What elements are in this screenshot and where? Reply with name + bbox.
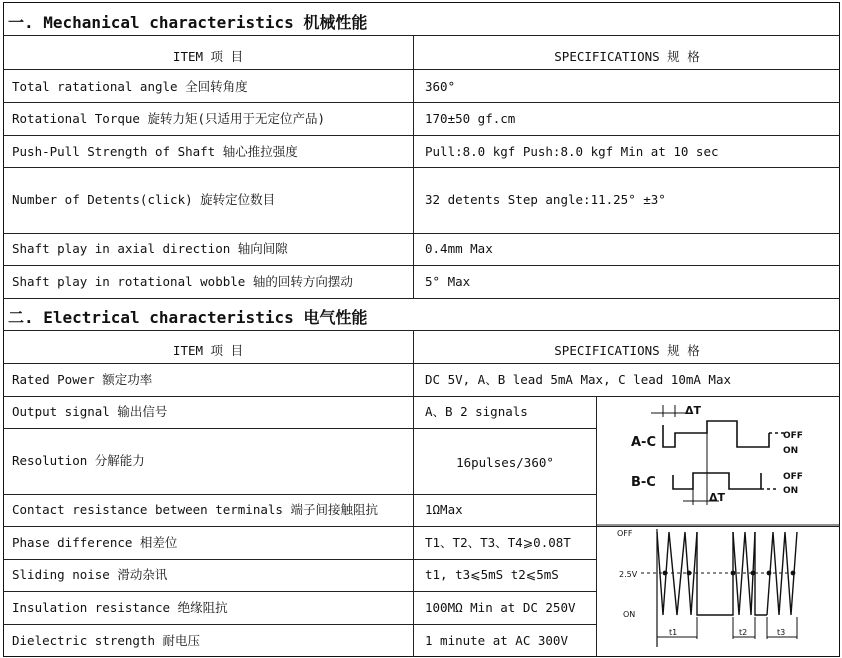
column-divider — [413, 330, 414, 657]
divider — [3, 494, 596, 495]
elec-row-item: Output signal 输出信号 — [12, 404, 168, 419]
elec-row-spec: t1, t3⩽5mS t2⩽5mS — [425, 567, 559, 582]
mech-row-item: Number of Detents(click) 旋转定位数目 — [12, 192, 276, 207]
mech-row-spec: 32 detents Step angle:11.25° ±3° — [425, 192, 666, 207]
crossing-point — [731, 571, 736, 576]
ac-label: A-C — [631, 435, 656, 450]
elec-row-spec: 1 minute at AC 300V — [425, 633, 568, 648]
elec-header-item: ITEM 项 目 — [172, 343, 244, 358]
mech-row-spec: Pull:8.0 kgf Push:8.0 kgf Min at 10 sec — [425, 144, 719, 159]
divider — [3, 559, 596, 560]
sliding-noise-diagram — [617, 529, 797, 647]
t3-label: t3 — [777, 628, 786, 637]
mech-row-item: Shaft play in axial direction 轴向间隙 — [12, 241, 288, 256]
elec-row-item: Rated Power 额定功率 — [12, 372, 153, 387]
mechanical-title: 一. Mechanical characteristics 机械性能 — [8, 13, 368, 32]
mech-row-spec: 5° Max — [425, 274, 471, 289]
noise-on-label: ON — [623, 610, 636, 619]
divider — [3, 135, 840, 136]
ac-waveform — [663, 421, 769, 447]
divider — [3, 591, 596, 592]
elec-row-item: Dielectric strength 耐电压 — [12, 633, 201, 648]
divider — [3, 428, 596, 429]
mech-row-spec: 0.4mm Max — [425, 241, 493, 256]
elec-row-item: Contact resistance between terminals 端子间接触阻抗 — [12, 502, 378, 517]
mech-row-spec: 360° — [425, 79, 456, 94]
elec-row-spec: 100MΩ Min at DC 250V — [425, 600, 576, 615]
mech-row-item: Total ratational angle 全回转角度 — [12, 79, 248, 94]
divider — [3, 167, 840, 168]
elec-header-spec: SPECIFICATIONS 规 格 — [554, 343, 700, 358]
t1-label: t1 — [669, 628, 678, 637]
bc-label: B-C — [631, 475, 656, 490]
bc-off-label: OFF — [783, 472, 803, 482]
noise-mid-label: 2.5V — [619, 570, 638, 579]
ac-off-label: OFF — [783, 431, 803, 441]
elec-row-spec: A、B 2 signals — [425, 404, 528, 419]
elec-row-spec: 16pulses/360° — [456, 455, 554, 470]
crossing-point — [791, 571, 796, 576]
divider — [3, 102, 840, 103]
delta-t-label: ΔT — [685, 404, 702, 417]
crossing-point — [663, 571, 668, 576]
mech-header-spec: SPECIFICATIONS 规 格 — [554, 49, 700, 64]
column-divider — [413, 35, 414, 298]
delta-t-label: ΔT — [709, 491, 726, 504]
elec-row-item: Sliding noise 滑动杂讯 — [12, 567, 168, 582]
timing-diagrams — [597, 397, 839, 656]
elec-row-spec: T1、T2、T3、T4⩾0.08T — [425, 535, 571, 550]
divider — [3, 265, 840, 266]
t2-label: t2 — [739, 628, 748, 637]
elec-row-item: Phase difference 相差位 — [12, 535, 178, 550]
ac-on-label: ON — [783, 446, 799, 456]
bc-on-label: ON — [783, 486, 799, 496]
divider — [3, 298, 840, 299]
bc-waveform — [673, 473, 761, 489]
divider — [3, 363, 840, 364]
mech-row-item: Rotational Torque 旋转力矩(只适用于无定位产品) — [12, 111, 326, 126]
mech-row-item: Shaft play in rotational wobble 轴的回转方向摆动 — [12, 274, 353, 289]
divider — [3, 35, 840, 36]
mech-header-item: ITEM 项 目 — [172, 49, 244, 64]
divider — [3, 233, 840, 234]
crossing-point — [767, 571, 772, 576]
crossing-point — [687, 571, 692, 576]
crossing-point — [751, 571, 756, 576]
electrical-title: 二. Electrical characteristics 电气性能 — [8, 308, 368, 327]
elec-row-item: Insulation resistance 绝缘阻抗 — [12, 600, 228, 615]
mech-row-item: Push-Pull Strength of Shaft 轴心推拉强度 — [12, 144, 298, 159]
divider — [3, 624, 596, 625]
divider — [3, 69, 840, 70]
noise-off-label: OFF — [617, 529, 633, 538]
elec-row-spec: 1ΩMax — [425, 502, 463, 517]
quadrature-output-diagram — [631, 404, 803, 505]
elec-row-item: Resolution 分解能力 — [12, 453, 145, 468]
mech-row-spec: 170±50 gf.cm — [425, 111, 516, 126]
elec-row-spec: DC 5V, A、B lead 5mA Max, C lead 10mA Max — [425, 372, 731, 387]
divider — [3, 330, 840, 331]
